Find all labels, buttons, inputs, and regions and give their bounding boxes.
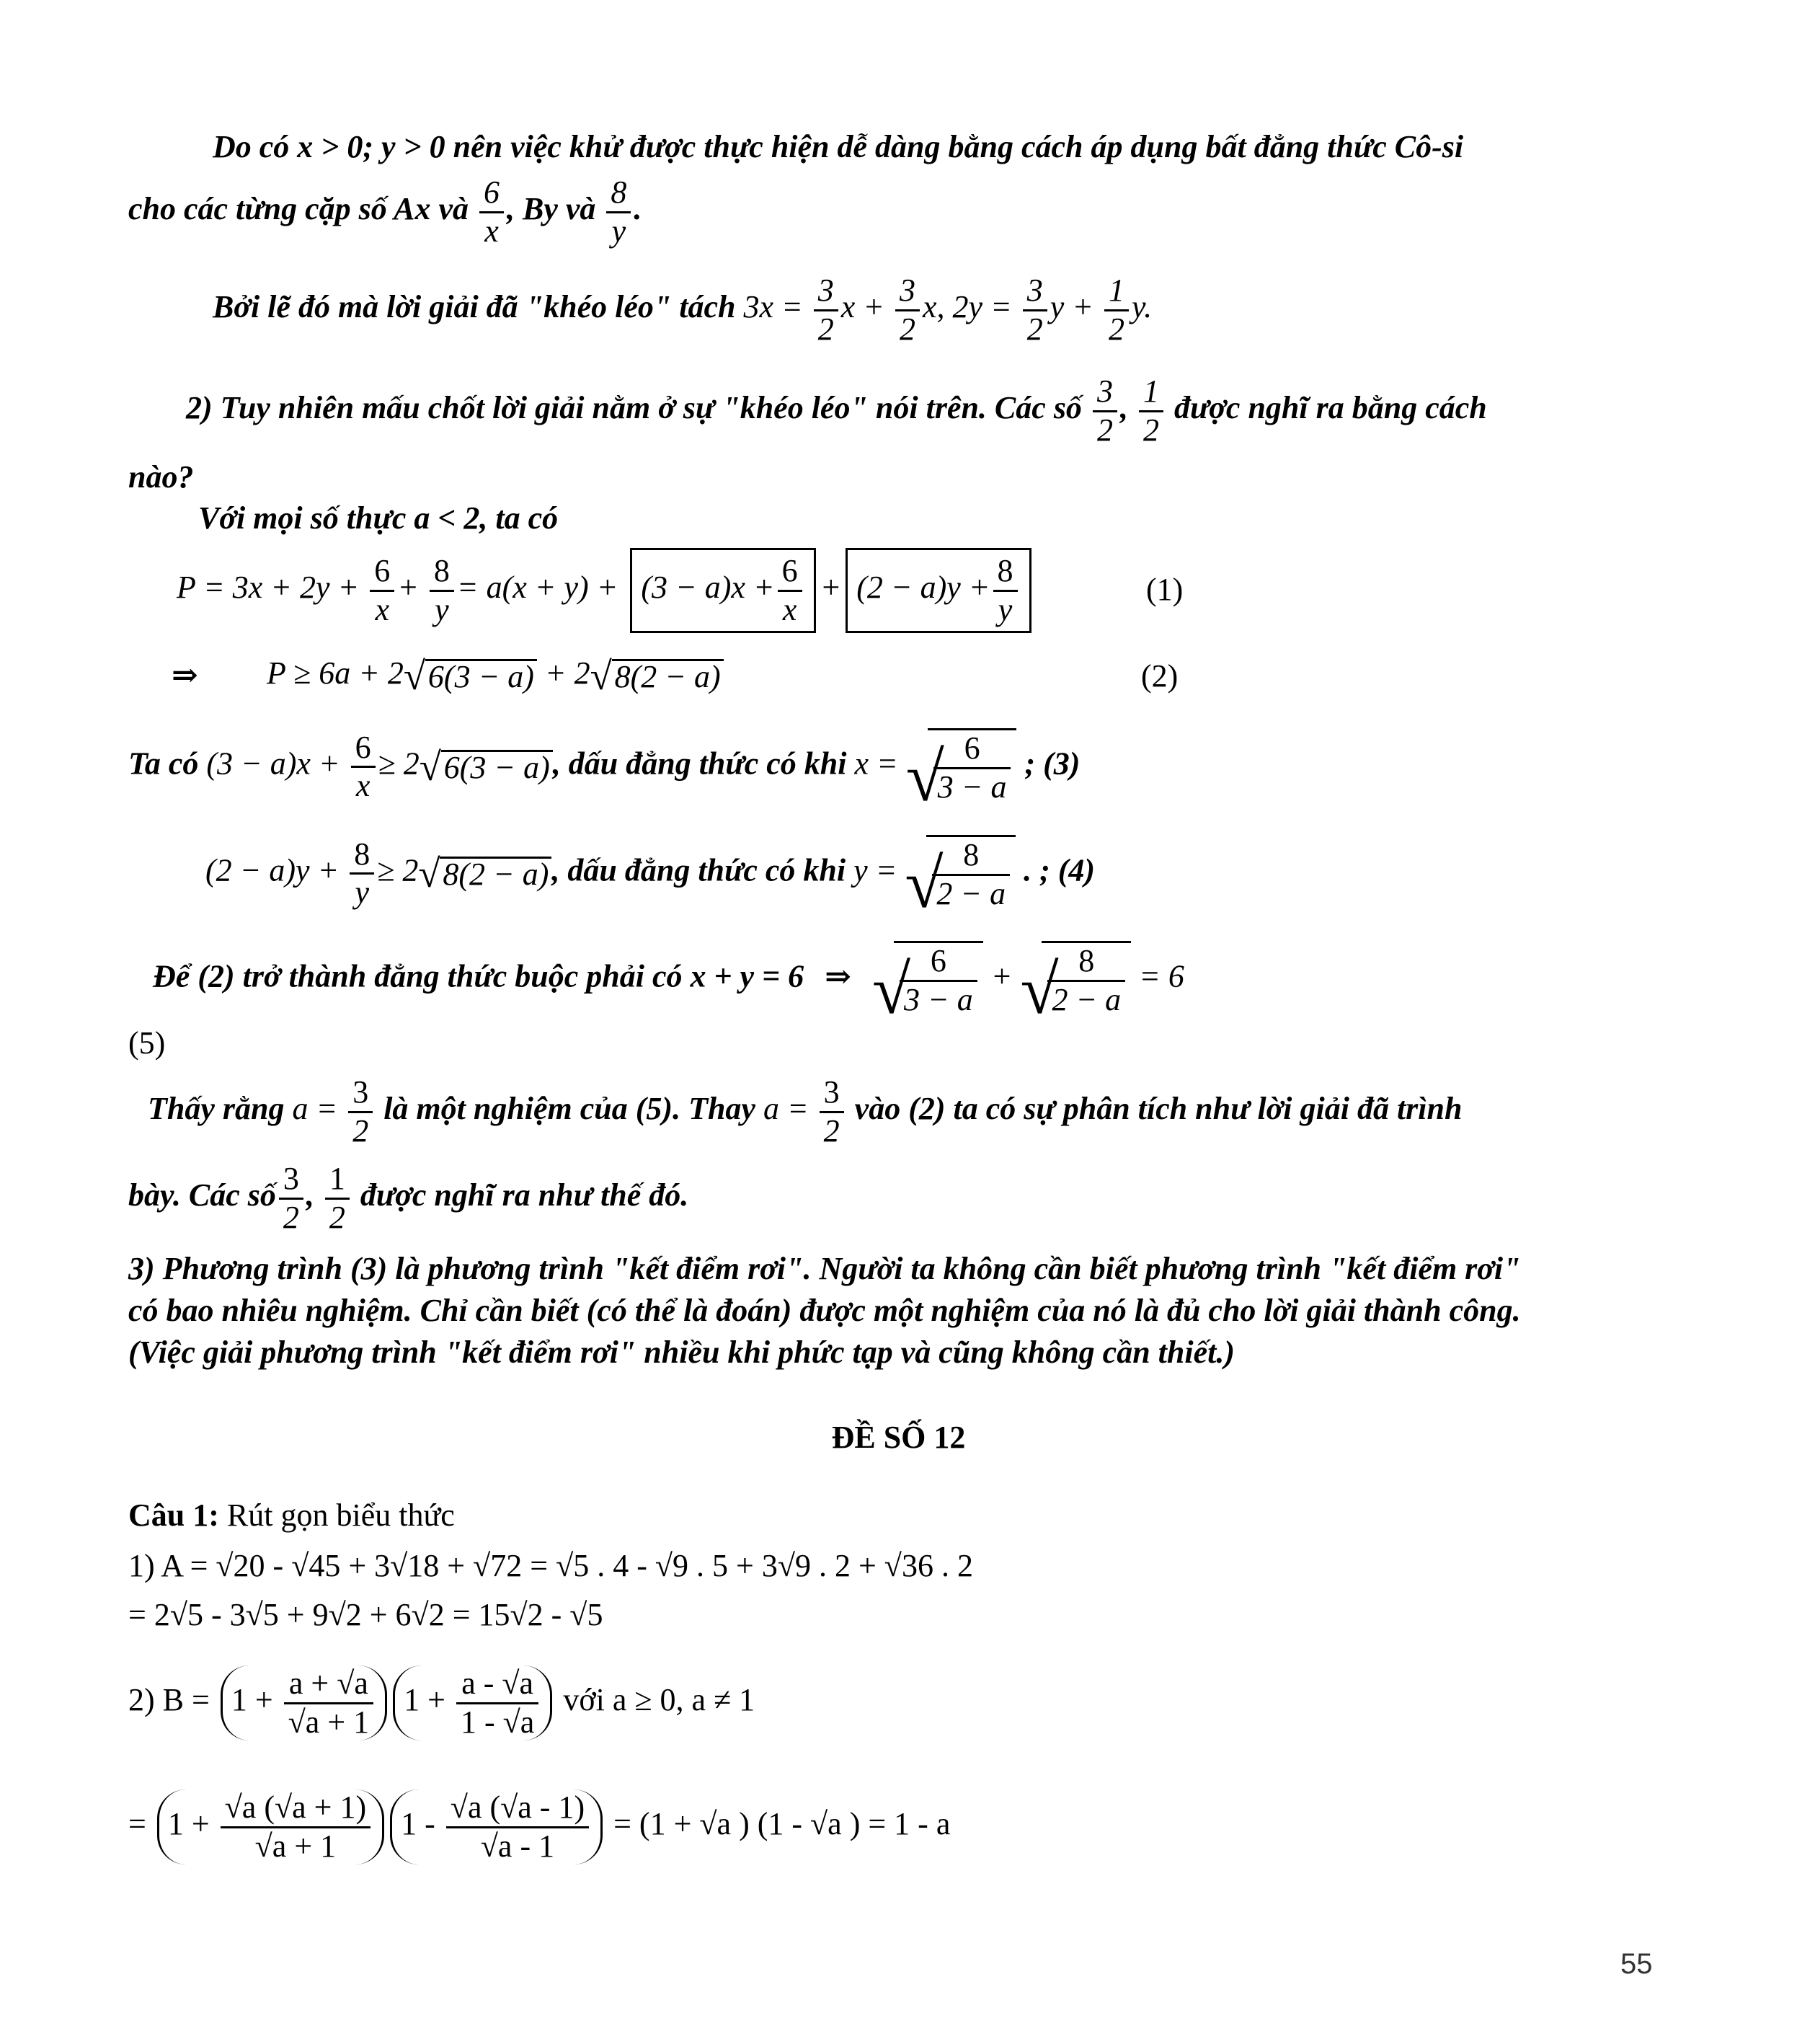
split-t5: y. bbox=[1131, 289, 1153, 325]
equation-tag-1: (1) bbox=[1146, 572, 1184, 607]
question-text-b: được nghĩ ra bằng cách bbox=[1173, 390, 1487, 426]
sqrt-8-over-2-minus-a: √ $\frac{8}{2 - a}$ bbox=[905, 835, 1016, 912]
paren-b1: 1 + $\frac{a + √a}{√a + 1}$ bbox=[221, 1665, 387, 1740]
page-title: ĐỀ SỐ 12 bbox=[831, 1420, 966, 1455]
split-t1: 3x = bbox=[743, 289, 803, 325]
cau-1-line-c: = 1 + $\frac{√a (√a + 1)}{√a + 1}$ 1 - $\frac{√a (√a - 1)}{√a - 1}$ = (1 + √a ) (1 - √a ) = 1 - a bbox=[128, 1789, 951, 1864]
para-root-found-2: bày. Các số $\frac{3}{2}$ , $\frac{1}{2}$ được nghĩ ra như thế đó. bbox=[128, 1161, 689, 1235]
bracket-y-term: (2 − a)y + $\frac{8}{y}$ bbox=[846, 548, 1031, 633]
sqrt-6-over-3-minus-a: √ $\frac{6}{3 - a}$ bbox=[906, 728, 1017, 805]
para-root-found: Thấy rằng a = $\frac{3}{2}$ là một nghiệm của (5). Thay a = $\frac{3}{2}$ vào (2) ta có sự phân tích như lời giải đã trình bbox=[148, 1074, 1463, 1149]
para-khheo-leo-split bbox=[213, 273, 1152, 348]
para-question: 2) Tuy nhiên mấu chốt lời giải nằm ở sự "khéo léo" nói trên. Các số $\frac{3}{2}$ , $\frac{1}{2}$ được nghĩ ra bằng cách bbox=[186, 373, 1487, 448]
para-3-line3: (Việc giải phương trình "kết điểm rơi" nhiều khi phức tạp và cũng không cần thiết.) bbox=[128, 1335, 1235, 1370]
cau-1-heading: Câu 1: Rút gọn biểu thức bbox=[128, 1497, 455, 1533]
split-t2: x + bbox=[840, 289, 884, 325]
para-cosi-line1: Do có x > 0; y > 0 nên việc khử được thực hiện dễ dàng bằng cách áp dụng bất đẳng thức Cô-si bbox=[213, 129, 1464, 164]
para-3-line1: 3) Phương trình (3) là phương trình "kết điểm rơi". Người ta không cần biết phương trình "kết điểm rơi" bbox=[128, 1251, 1521, 1286]
cosi-line2-by: , By và bbox=[507, 191, 596, 227]
question-text-c: nào? bbox=[128, 459, 194, 495]
implies-arrow-1: ⇒ bbox=[172, 658, 198, 693]
para-3-line2: có bao nhiêu nghiệm. Chỉ cần biết (có thể là đoán) được một nghiệm của nó là đủ cho lời giải thành công. bbox=[128, 1293, 1521, 1328]
equation-4: (2 − a)y + $\frac{8}{y}$ ≥ 2 √ 8(2 − a), dấu đẳng thức có khi y = √ $\frac{8}{2 - a}$ . ; (4) bbox=[205, 836, 1096, 923]
bracket-x-term: (3 − a)x + $\frac{6}{x}$ bbox=[630, 548, 815, 633]
cau-1-line-a2: = 2√5 - 3√5 + 9√2 + 6√2 = 15√2 - √5 bbox=[128, 1597, 603, 1632]
equation-2: P ≥ 6a + 2 √ 6(3 − a) + 2 √ 8(2 − a) bbox=[267, 658, 724, 693]
fraction-3-2-b: $\frac{3}{2}$ bbox=[895, 273, 920, 348]
paren-c1: 1 + $\frac{√a (√a + 1)}{√a + 1}$ bbox=[157, 1789, 384, 1864]
equation-tag-5: (5) bbox=[128, 1025, 166, 1061]
fraction-1-2: $\frac{1}{2}$ bbox=[1104, 273, 1129, 348]
equation-tag-2: (2) bbox=[1141, 658, 1179, 694]
page-number: 55 bbox=[1620, 1948, 1653, 1980]
cau-1-line-a: 1) A = √20 - √45 + 3√18 + √72 = √5 . 4 - √9 . 5 + 3√9 . 2 + √36 . 2 bbox=[128, 1548, 973, 1583]
equation-1: P = 3x + 2y + $\frac{6}{x}$ + $\frac{8}{y}$ = a(x + y) + (3 − a)x + $\frac{6}{x}$ + (2 − a)y + $\frac{8}{y}$ bbox=[177, 548, 1036, 633]
paren-c2: 1 - $\frac{√a (√a - 1)}{√a - 1}$ bbox=[390, 1789, 603, 1864]
fraction-3-2-c: $\frac{3}{2}$ bbox=[1023, 273, 1047, 348]
cau-1-line-b: 2) B = 1 + $\frac{a + √a}{√a + 1}$ 1 + $\frac{a - √a}{1 - √a}$ với a ≥ 0, a ≠ 1 bbox=[128, 1665, 755, 1740]
split-t4: y + bbox=[1050, 289, 1093, 325]
fraction-6x-eq1: $\frac{6}{x}$ bbox=[370, 553, 394, 628]
split-t3: x, 2y = bbox=[922, 289, 1012, 325]
para-cosi-line2: cho các từng cặp số Ax và $\frac{6}{x}$ , By và $\frac{8}{y}$ . bbox=[128, 174, 642, 249]
fraction-6-over-x: $\frac{6}{x}$ bbox=[479, 174, 504, 249]
fraction-3-2-q: $\frac{3}{2}$ bbox=[1093, 373, 1117, 448]
fraction-8-over-y: $\frac{8}{y}$ bbox=[606, 174, 631, 249]
question-text-a: 2) Tuy nhiên mấu chốt lời giải nằm ở sự "khéo léo" nói trên. Các số bbox=[186, 390, 1082, 426]
split-lead: Bởi lẽ đó mà lời giải đã "khéo léo" tách bbox=[213, 289, 736, 325]
equation-3: Ta có (3 − a)x + $\frac{6}{x}$ ≥ 2 √ 6(3 − a), dấu đẳng thức có khi x = √ $\frac{6}{3 - a}$ ; (3) bbox=[128, 729, 1081, 816]
fraction-3-2-a: $\frac{3}{2}$ bbox=[814, 273, 838, 348]
equation-5: Để (2) trở thành đẳng thức buộc phải có x + y = 6 ⇒ √ $\frac{6}{3 - a}$ + √ $\frac{8}{2 - a}$ = 6 bbox=[153, 941, 1184, 1018]
paren-b2: 1 + $\frac{a - √a}{1 - √a}$ bbox=[393, 1665, 552, 1740]
fraction-1-2-q: $\frac{1}{2}$ bbox=[1139, 373, 1163, 448]
lead-real-a: Với mọi số thực a < 2, ta có bbox=[198, 500, 559, 536]
fraction-8y-eq1: $\frac{8}{y}$ bbox=[430, 553, 454, 628]
cosi-line2-text: cho các từng cặp số Ax và bbox=[128, 191, 469, 227]
